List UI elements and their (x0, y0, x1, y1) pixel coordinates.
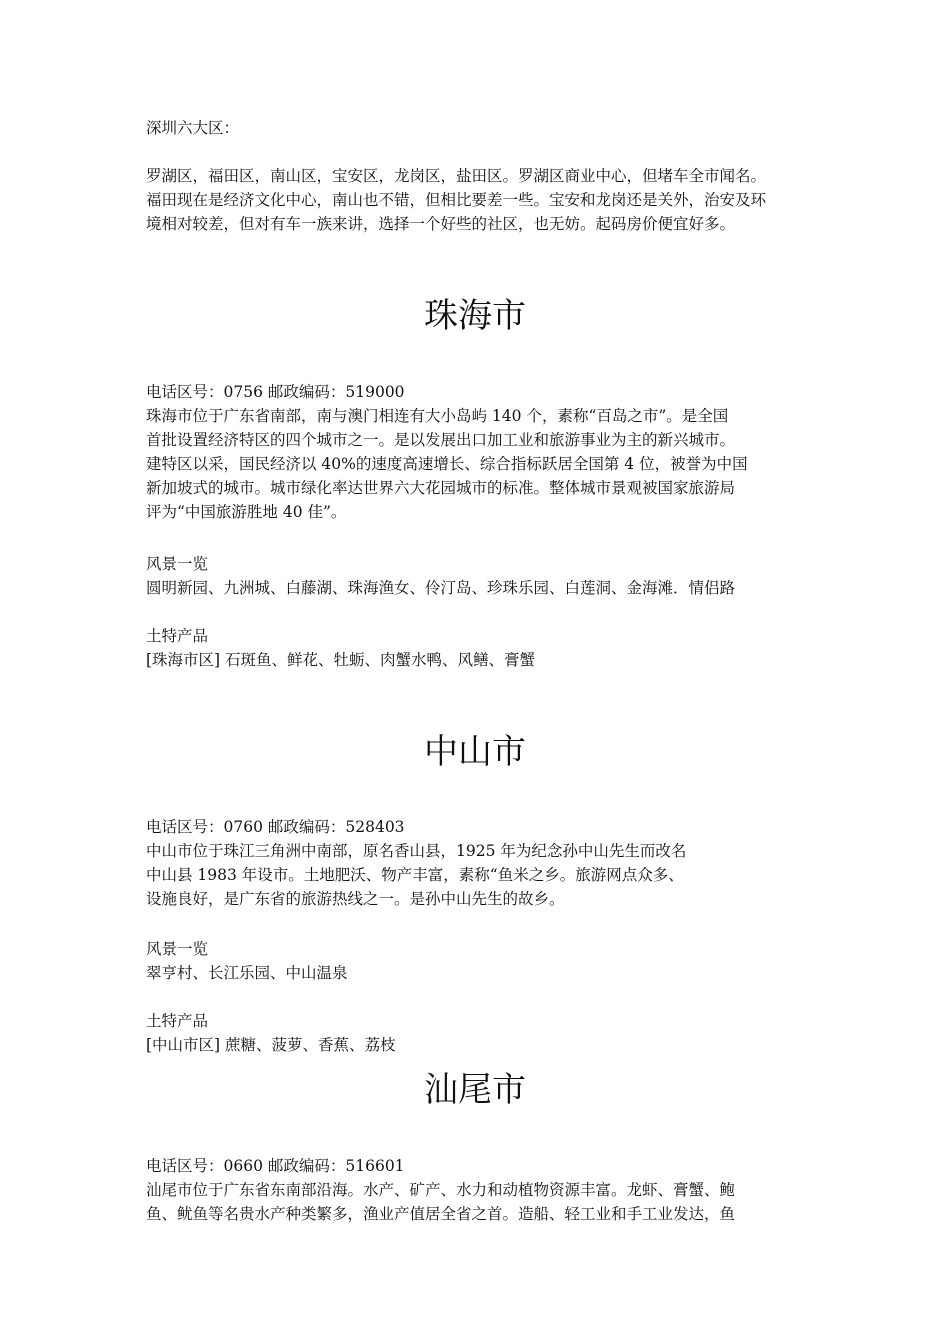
shanwei-desc-line-2: 鱼、鱿鱼等名贵水产种类繁多，渔业产值居全省之首。造船、轻工业和手工业发达，鱼 (146, 1205, 736, 1223)
zhuhai-desc-line-1: 珠海市位于广东省南部，南与澳门相连有大小岛屿 140 个，素称“百岛之市”。是全国 (146, 407, 729, 425)
shanwei-desc-line-1: 汕尾市位于广东省东南部沿海。水产、矿产、水力和动植物资源丰富。龙虾、膏蟹、鲍 (146, 1181, 736, 1199)
shanwei-title: 汕尾市 (424, 1070, 526, 1110)
zhuhai-contact: 电话区号：0756 邮政编码：519000 (146, 383, 405, 401)
zhuhai-scenery: 圆明新园、九洲城、白藤湖、珠海渔女、伶汀岛、珍珠乐园、白莲洞、金海滩．情侣路 (146, 579, 736, 597)
shenzhen-body-line-3: 境相对较差，但对有车一族来讲，选择一个好些的社区，也无妨。起码房价便宜好多。 (146, 215, 736, 233)
zhuhai-scenery-label: 风景一览 (146, 555, 209, 573)
zhongshan-desc-line-2: 中山县 1983 年设市。土地肥沃、物产丰富，素称“鱼米之乡。旅游网点众多、 (146, 866, 684, 884)
zhongshan-desc-line-3: 设施良好，是广东省的旅游热线之一。是孙中山先生的故乡。 (146, 890, 565, 908)
zhuhai-products: [珠海市区] 石斑鱼、鲜花、牡蛎、肉蟹水鸭、风鳝、膏蟹 (146, 651, 536, 669)
zhongshan-products: [中山市区] 蔗糖、菠萝、香蕉、荔枝 (146, 1036, 396, 1054)
zhuhai-desc-line-4: 新加坡式的城市。城市绿化率达世界六大花园城市的标准。整体城市景观被国家旅游局 (146, 479, 736, 497)
zhongshan-desc-line-1: 中山市位于珠江三角洲中南部，原名香山县，1925 年为纪念孙中山先生而改名 (146, 842, 687, 860)
zhongshan-scenery: 翠亨村、长江乐园、中山温泉 (146, 964, 348, 982)
zhuhai-desc-line-3: 建特区以采，国民经济以 40%的速度高速增长、综合指标跃居全国第 4 位，被誉为中国 (146, 455, 748, 473)
zhuhai-title: 珠海市 (424, 296, 526, 336)
shenzhen-body-line-1: 罗湖区，福田区，南山区，宝安区，龙岗区，盐田区。罗湖区商业中心，但堵车全市闻名。 (146, 167, 767, 185)
zhongshan-contact: 电话区号：0760 邮政编码：528403 (146, 818, 405, 836)
zhuhai-desc-line-5: 评为“中国旅游胜地 40 佳”。 (146, 503, 347, 521)
zhongshan-title: 中山市 (424, 732, 526, 772)
zhongshan-scenery-label: 风景一览 (146, 940, 209, 958)
zhongshan-products-label: 土特产品 (146, 1012, 209, 1030)
shenzhen-heading: 深圳六大区： (146, 119, 240, 137)
zhuhai-desc-line-2: 首批设置经济特区的四个城市之一。是以发展出口加工业和旅游事业为主的新兴城市。 (146, 431, 736, 449)
shenzhen-body-line-2: 福田现在是经济文化中心，南山也不错，但相比要差一些。宝安和龙岗还是关外，治安及环 (146, 191, 767, 209)
shanwei-contact: 电话区号：0660 邮政编码：516601 (146, 1157, 405, 1175)
zhuhai-products-label: 土特产品 (146, 627, 209, 645)
